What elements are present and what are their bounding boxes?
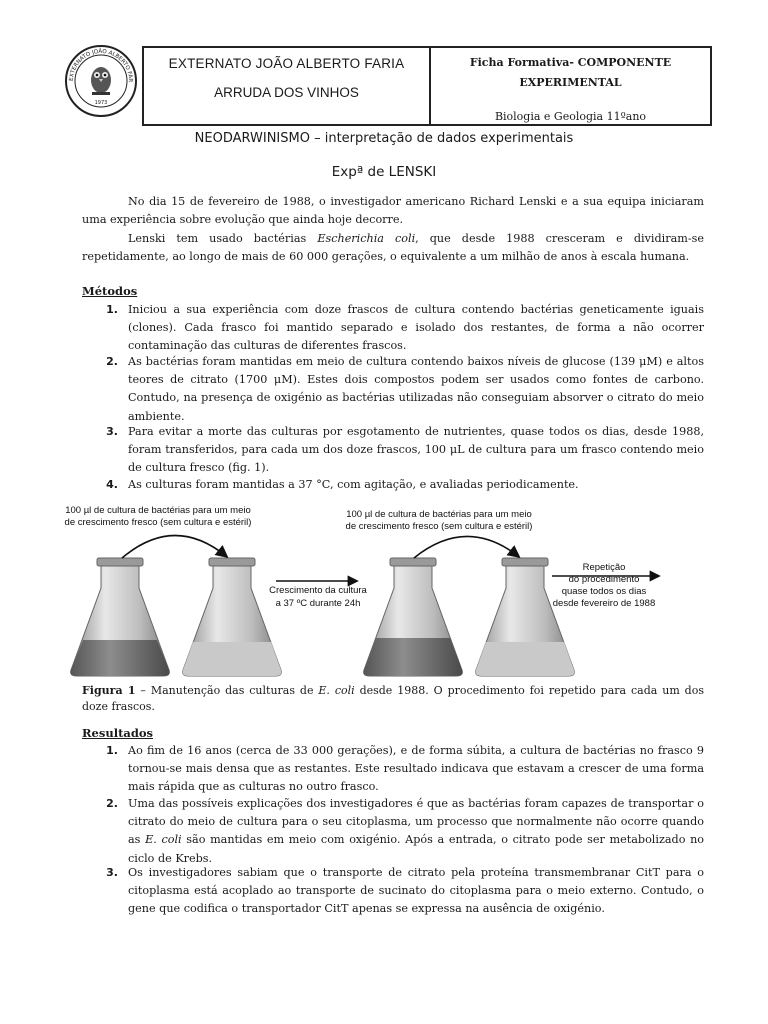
seal-text: EXTERNATO JOÃO ALBERTO FAR — [68, 48, 134, 83]
transfer-label-2-line-1: 100 µl de cultura de bactérias para um meio — [346, 509, 532, 520]
page-subtitle: Expª de LENSKI — [331, 164, 437, 180]
page-title: NEODARWINISMO – interpretação de dados experimentais — [194, 131, 574, 146]
repeat-label-line-1: Repetição — [582, 562, 626, 573]
worksheet-cell — [431, 48, 710, 124]
results-item: 3. Os investigadores sabiam que o transporte de citrato pela proteína transmembranar CitT para o citoplasma está acoplado ao transporte de sucinato do citoplasma para o meio externo. Contudo, o gene que codifica o transportador CitT apenas se expressa na ausência de oxigénio. — [106, 866, 704, 916]
transfer-label-2-line-2: de crescimento fresco (sem cultura e estéril) — [345, 521, 533, 532]
flask-icon — [71, 558, 170, 676]
intro-paragraph-2: Lenski tem usado bactérias Escherichia coli, que desde 1988 cresceram e dividiram-se repetidamente, ao longo de mais de 60 000 gerações, o equivalente a um milhão de anos à escala humana. — [82, 232, 704, 264]
transfer-label-1-line-2: de crescimento fresco (sem cultura e estéril) — [64, 517, 252, 528]
school-town: ARRUDA DOS VINHOS — [214, 85, 359, 100]
methods-heading: Métodos — [82, 284, 138, 298]
worksheet-type: Ficha Formativa- COMPONENTE — [469, 56, 672, 69]
transfer-arrow-2 — [414, 536, 518, 558]
header-table — [142, 46, 712, 126]
figure-label: Figura 1 — [82, 684, 136, 697]
repeat-label-line-3: quase todos os dias — [561, 586, 647, 597]
figure-1-diagram — [64, 500, 704, 680]
transfer-arrow-1 — [122, 535, 226, 558]
school-seal-logo — [64, 44, 138, 118]
results-item: 1. Ao fim de 16 anos (cerca de 33 000 gerações), e de forma súbita, a cultura de bactérias no frasco 9 tornou-se mais densa que as restantes. Este resultado indicava que estavam a crescer de uma forma mais rápida que as culturas no outro frasco. — [106, 744, 704, 794]
figure-1-caption: Figura 1 – Manutenção das culturas de E. coli desde 1988. O procedimento foi repetido para cada um dos doze frascos. — [82, 684, 704, 713]
flask-icon — [364, 558, 463, 676]
methods-item: 4. As culturas foram mantidas a 37 °C, com agitação, e avaliadas periodicamente. — [106, 478, 579, 491]
school-cell — [144, 48, 431, 124]
growth-label-line-2: a 37 ºC durante 24h — [275, 598, 361, 609]
methods-item: 2. As bactérias foram mantidas em meio de cultura contendo baixos níveis de glucose (139 μM) e altos teores de citrato (1700 μM). Estes dois compostos podem ser usados como fontes de carbono. Contudo, na presença de oxigénio as bactérias utilizadas não conseguiam absorver o citrato do meio ambiente. — [106, 355, 704, 423]
transfer-label-1-line-1: 100 µl de cultura de bactérias para um meio — [65, 505, 251, 516]
results-item: 2. Uma das possíveis explicações dos investigadores é que as bactérias foram capazes de transportar o citrato do meio de cultura para o seu citoplasma, um processo que normalmente não ocorre quando as E. coli são mantidas em meio com oxigénio. Após a entrada, o citrato pode ser metabolizado no ciclo de Krebs. — [106, 797, 705, 865]
school-name: EXTERNATO JOÃO ALBERTO FARIA — [168, 56, 405, 71]
intro-paragraph-1: No dia 15 de fevereiro de 1988, o investigador americano Richard Lenski e a sua equipa iniciaram uma experiência sobre evolução que ainda hoje decorre. — [82, 195, 704, 227]
species-name: Escherichia coli — [317, 232, 416, 245]
methods-item: 3. Para evitar a morte das culturas por esgotamento de nutrientes, quase todos os dias, desde 1988, foram transferidos, para cada um dos doze frascos, 100 μL de cultura para um frasco contendo meio de cultura fresco (fig. 1). — [106, 425, 704, 475]
worksheet-component: EXPERIMENTAL — [519, 76, 622, 89]
repeat-label-line-2: do procedimento — [568, 574, 640, 585]
results-heading: Resultados — [82, 726, 154, 740]
flask-icon — [183, 558, 282, 676]
methods-item: 1. Iniciou a sua experiência com doze frascos de cultura contendo bactérias geneticamente iguais (clones). Cada frasco foi mantido separado e isolado dos restantes, de forma a não ocorrer contaminação das culturas de diferentes frascos. — [106, 303, 704, 353]
repeat-label-line-4: desde fevereiro de 1988 — [552, 598, 656, 609]
growth-label-line-1: Crescimento da cultura — [269, 585, 367, 596]
seal-year: 1973 — [94, 100, 108, 106]
subject-year: Biologia e Geologia 11ºano — [494, 110, 647, 123]
